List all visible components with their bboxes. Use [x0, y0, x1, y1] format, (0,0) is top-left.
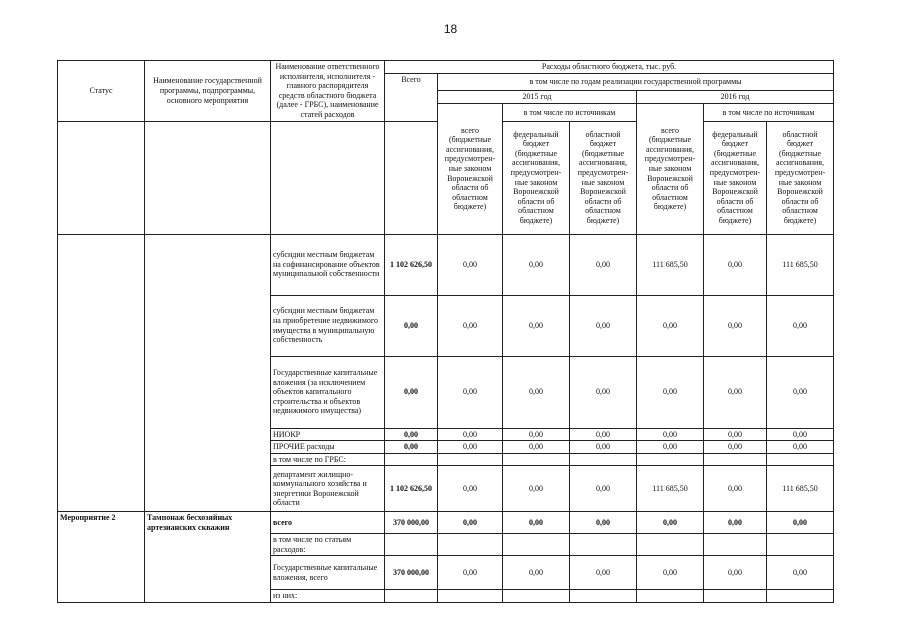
- row-value: 0,00: [637, 512, 704, 534]
- header-2015-all: всего (бюджетные ассигнования, предусмотрен-ные законом Воронежской области об областном бюджете): [438, 104, 503, 234]
- header-2015-by-sources: в том числе по источникам: [503, 104, 637, 121]
- row-label: в том числе по ГРБС:: [271, 453, 385, 466]
- row-value: 370 000,00: [385, 556, 438, 590]
- row-value: 0,00: [570, 356, 637, 428]
- row-value: [385, 590, 438, 603]
- row-value: [704, 453, 767, 466]
- row-value: 0,00: [570, 512, 637, 534]
- table-row: [58, 295, 834, 356]
- table-body: [58, 234, 834, 602]
- row-value: 0,00: [767, 428, 834, 441]
- row-value: 0,00: [704, 556, 767, 590]
- row-value: 111 685,50: [637, 234, 704, 295]
- row-program: [145, 534, 271, 556]
- row-value: 0,00: [503, 234, 570, 295]
- header-program-cont: [145, 121, 271, 234]
- row-value: 0,00: [570, 556, 637, 590]
- row-value: [704, 534, 767, 556]
- table-row: [58, 534, 834, 556]
- row-value: 0,00: [637, 556, 704, 590]
- row-program: [145, 466, 271, 512]
- row-value: 111 685,50: [767, 466, 834, 512]
- row-value: 0,00: [767, 512, 834, 534]
- row-value: 0,00: [385, 441, 438, 454]
- row-value: [570, 534, 637, 556]
- row-value: 0,00: [438, 295, 503, 356]
- row-value: 1 102 626,50: [385, 234, 438, 295]
- row-value: 0,00: [438, 466, 503, 512]
- row-status: [58, 534, 145, 556]
- row-value: 370 000,00: [385, 512, 438, 534]
- row-program: [145, 453, 271, 466]
- header-total: Всего: [385, 74, 438, 122]
- row-value: 0,00: [767, 556, 834, 590]
- row-value: [570, 590, 637, 603]
- row-status: [58, 453, 145, 466]
- table-row: [58, 590, 834, 603]
- row-value: 0,00: [637, 295, 704, 356]
- row-label: в том числе по статьям расходов:: [271, 534, 385, 556]
- header-status-cont: [58, 121, 145, 234]
- table-row: [58, 512, 834, 534]
- row-label: из них:: [271, 590, 385, 603]
- row-status: [58, 428, 145, 441]
- row-status: [58, 441, 145, 454]
- row-program: [145, 556, 271, 590]
- row-status: [58, 356, 145, 428]
- row-status: [58, 234, 145, 295]
- row-value: 111 685,50: [767, 234, 834, 295]
- header-2015-regional: областной бюджет (бюджетные ассигнования, предусмотрен-ные законом Воронежской области об областном бюджете): [570, 121, 637, 234]
- header-2016-by-sources: в том числе по источникам: [704, 104, 834, 121]
- row-status: [58, 590, 145, 603]
- row-value: 0,00: [570, 234, 637, 295]
- row-value: [637, 453, 704, 466]
- row-value: 0,00: [570, 466, 637, 512]
- row-program: Тампонаж бесхозяйных артезианских скважин: [145, 512, 271, 534]
- table-row: [58, 453, 834, 466]
- header-2016-all: всего (бюджетные ассигнования, предусмотрен-ные законом Воронежской области об областном бюджете): [637, 104, 704, 234]
- header-expenses: Расходы областного бюджета, тыс. руб.: [385, 61, 834, 74]
- row-value: 0,00: [704, 512, 767, 534]
- row-value: 0,00: [438, 428, 503, 441]
- row-value: 0,00: [438, 512, 503, 534]
- row-value: [438, 453, 503, 466]
- row-status: [58, 466, 145, 512]
- row-value: 0,00: [704, 295, 767, 356]
- header-year-2016: 2016 год: [637, 91, 834, 104]
- row-value: 0,00: [767, 356, 834, 428]
- row-value: [637, 534, 704, 556]
- row-status: [58, 556, 145, 590]
- row-value: 0,00: [503, 512, 570, 534]
- row-value: 0,00: [570, 441, 637, 454]
- row-value: [704, 590, 767, 603]
- row-value: 0,00: [385, 295, 438, 356]
- row-value: 0,00: [503, 556, 570, 590]
- row-program: [145, 590, 271, 603]
- row-value: 0,00: [385, 428, 438, 441]
- row-value: 0,00: [637, 356, 704, 428]
- row-value: 111 685,50: [637, 466, 704, 512]
- row-label: департамент жилищно-коммунального хозяйства и энергетики Воронежской области: [271, 466, 385, 512]
- row-value: 0,00: [570, 295, 637, 356]
- table-row: [58, 441, 834, 454]
- row-value: 0,00: [438, 441, 503, 454]
- row-program: [145, 441, 271, 454]
- row-value: 0,00: [704, 441, 767, 454]
- table-row: [58, 356, 834, 428]
- row-value: 0,00: [503, 356, 570, 428]
- row-value: 0,00: [637, 441, 704, 454]
- row-value: 0,00: [637, 428, 704, 441]
- row-value: 0,00: [503, 428, 570, 441]
- header-by-years: в том числе по годам реализации государственной программы: [438, 74, 834, 91]
- header-status: Статус: [58, 61, 145, 122]
- table-row: [58, 556, 834, 590]
- row-value: [503, 534, 570, 556]
- row-value: 0,00: [438, 556, 503, 590]
- budget-table: [57, 60, 834, 603]
- page-number: 18: [443, 22, 458, 36]
- row-value: [503, 590, 570, 603]
- header-executor: Наименование ответственного исполнителя, исполнителя - главного распорядителя средств областного бюджета (далее - ГРБС), наименование статей расходов: [271, 61, 385, 122]
- header-executor-cont: [271, 121, 385, 234]
- row-value: 0,00: [503, 441, 570, 454]
- row-label: Государственные капитальные вложения, всего: [271, 556, 385, 590]
- row-value: [767, 590, 834, 603]
- row-program: [145, 295, 271, 356]
- row-status: Мероприятие 2: [58, 512, 145, 534]
- row-value: 0,00: [704, 428, 767, 441]
- row-label: субсидии местным бюджетам на приобретение недвижимого имущества в муниципальную собственность: [271, 295, 385, 356]
- table-row: [58, 466, 834, 512]
- row-value: [385, 534, 438, 556]
- row-value: [438, 534, 503, 556]
- row-label: НИОКР: [271, 428, 385, 441]
- row-value: 0,00: [704, 356, 767, 428]
- row-value: 0,00: [503, 295, 570, 356]
- row-value: [438, 590, 503, 603]
- row-label: субсидии местным бюджетам на софинансирование объектов муниципальной собственности: [271, 234, 385, 295]
- header-2015-federal: федеральный бюджет (бюджетные ассигнования, предусмотрен-ные законом Воронежской области об областном бюджете): [503, 121, 570, 234]
- row-value: 0,00: [767, 295, 834, 356]
- row-value: [767, 453, 834, 466]
- row-value: 0,00: [438, 234, 503, 295]
- header-2016-regional: областной бюджет (бюджетные ассигнования, предусмотрен-ные законом Воронежской области об областном бюджете): [767, 121, 834, 234]
- row-program: [145, 428, 271, 441]
- row-label: всего: [271, 512, 385, 534]
- row-value: [385, 453, 438, 466]
- header-total-cont: [385, 121, 438, 234]
- row-value: [637, 590, 704, 603]
- row-value: 1 102 626,50: [385, 466, 438, 512]
- row-status: [58, 295, 145, 356]
- row-value: [570, 453, 637, 466]
- row-value: 0,00: [385, 356, 438, 428]
- table-row: [58, 234, 834, 295]
- row-value: [503, 453, 570, 466]
- row-value: [767, 534, 834, 556]
- row-value: 0,00: [767, 441, 834, 454]
- row-label: Государственные капитальные вложения (за исключением объектов капитального строительства и объектов недвижимого имущества): [271, 356, 385, 428]
- header-2016-federal: федеральный бюджет (бюджетные ассигнования, предусмотрен-ные законом Воронежской области об областном бюджете): [704, 121, 767, 234]
- row-value: 0,00: [570, 428, 637, 441]
- row-label: ПРОЧИЕ расходы: [271, 441, 385, 454]
- header-program-name: Наименование государственной программы, подпрограммы, основного мероприятия: [145, 61, 271, 122]
- table-row: [58, 428, 834, 441]
- row-value: 0,00: [503, 466, 570, 512]
- row-program: [145, 234, 271, 295]
- header-year-2015: 2015 год: [438, 91, 637, 104]
- row-value: 0,00: [704, 234, 767, 295]
- row-value: 0,00: [704, 466, 767, 512]
- row-program: [145, 356, 271, 428]
- row-value: 0,00: [438, 356, 503, 428]
